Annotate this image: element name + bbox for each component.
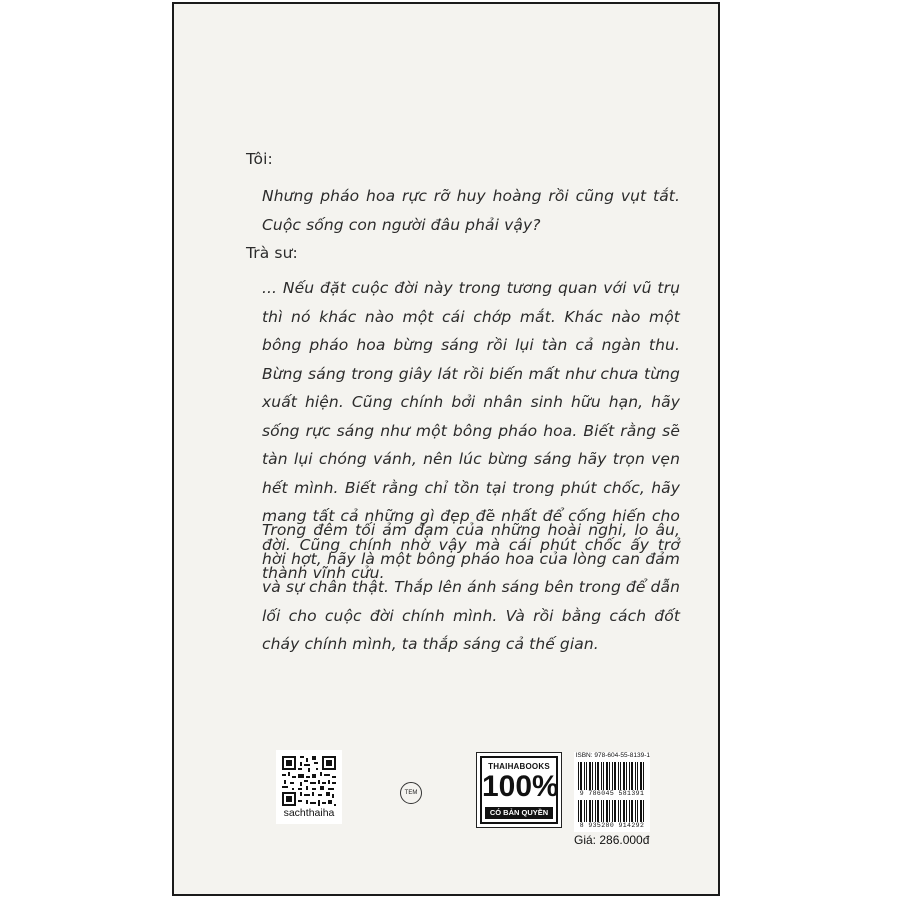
dialogue-line-2: ... Nếu đặt cuộc đời này trong tương quan với vũ trụ thì nó khác nào một cái chớp mắt. Khác nào một bông pháo hoa bừng sáng rồi lụi tàn cả ngàn thu. Bừng sáng trong giây lát rồi biến mất như chưa từng xuất hiện. Cũng chính bởi nhân sinh hữu hạn, hãy sống rực sáng như một bông pháo hoa. Biết rằng sẽ tàn lụi chóng vánh, nên lúc bừng sáng hãy trọn vẹn hết mình. Biết rằng chỉ tồn tại trong phút chốc, hãy mang tất cả những gì đẹp đẽ nhất để cống hiến cho đời. Cũng chính nhờ vậy mà cái phút chốc ấy trở thành vĩnh cửu.	[262, 279, 680, 582]
speaker-tra-su: Trà sư:	[246, 244, 298, 262]
copyright-badge-frame	[480, 756, 558, 824]
copyright-percent: 100%	[482, 770, 559, 803]
isbn-label: ISBN: 978-604-55-8139-1	[575, 752, 650, 759]
tem-stamp: TEM	[400, 782, 422, 804]
product-barcode-number: 8 935280 914292	[579, 822, 645, 829]
qr-code	[276, 750, 342, 824]
book-back-cover	[172, 2, 720, 896]
qr-code-label: sachthaiha	[283, 807, 335, 819]
isbn-barcode	[574, 762, 650, 790]
dialogue-line-3: Trong đêm tối ảm đạm của những hoài nghi, lo âu, hời hợt, hãy là một bông pháo hoa của lòng can đảm và sự chân thật. Thắp lên ánh sáng bên trong để dẫn lối cho cuộc đời chính mình. Và rồi bằng cách đốt cháy chính mình, ta thắp sáng cả thế gian.	[262, 521, 680, 653]
publisher-name: THAIHABOOKS	[488, 762, 550, 771]
speaker-toi: Tôi:	[246, 150, 273, 168]
isbn-barcode-number: 9 786045 581391	[579, 790, 645, 797]
barcode-block	[574, 752, 650, 832]
copyright-badge	[476, 752, 562, 828]
price-label: Giá: 286.000đ	[574, 833, 650, 847]
dialogue-line-1: Nhưng pháo hoa rực rỡ huy hoàng rồi cũng vụt tắt. Cuộc sống con người đâu phải vậy?	[262, 187, 680, 234]
product-barcode	[574, 800, 650, 822]
qr-code-icon	[282, 756, 336, 806]
copyright-label: CÓ BẢN QUYỀN	[485, 807, 553, 819]
